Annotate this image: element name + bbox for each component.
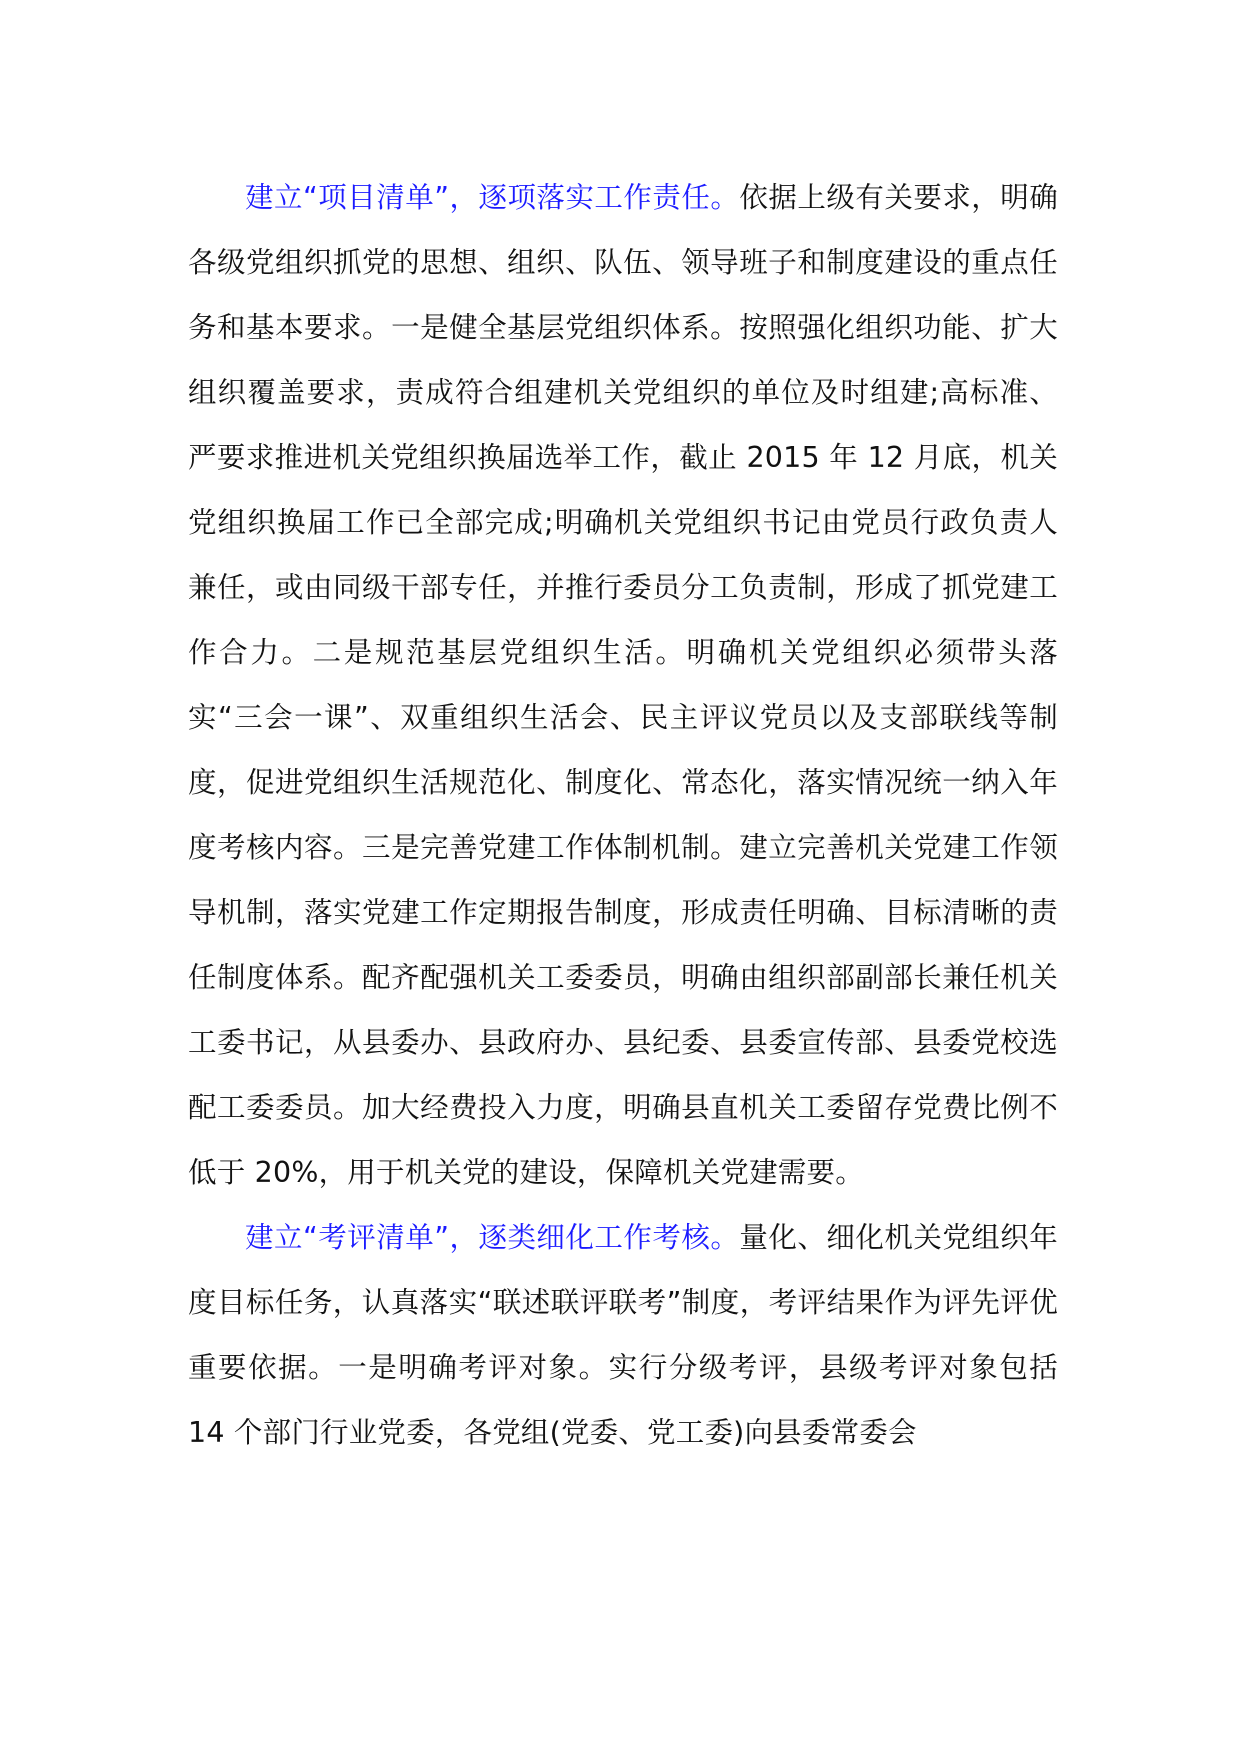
paragraph-body: 量化、细化机关党组织年度目标任务，认真落实“联述联评联考”制度，考评结果作为评先评优重要依据。一是明确考评对象。实行分级考评，县级考评对象包括 14 个部门行业党委，各党组(党委、党工委)向县委常委会 bbox=[188, 1221, 1058, 1449]
paragraph-project-list bbox=[188, 165, 1058, 1205]
paragraph-heading: 建立“项目清单”，逐项落实工作责任。 bbox=[245, 181, 740, 214]
document-page bbox=[188, 165, 1058, 1465]
paragraph-body: 依据上级有关要求，明确各级党组织抓党的思想、组织、队伍、领导班子和制度建设的重点任务和基本要求。一是健全基层党组织体系。按照强化组织功能、扩大组织覆盖要求，责成符合组建机关党组织的单位及时组建;高标准、严要求推进机关党组织换届选举工作，截止 2015 年 12 月底，机关党组织换届工作已全部完成;明确机关党组织书记由党员行政负责人兼任，或由同级干部专任，并推行委员分工负责制，形成了抓党建工作合力。二是规范基层党组织生活。明确机关党组织必须带头落实“三会一课”、双重组织生活会、民主评议党员以及支部联线等制度，促进党组织生活规范化、制度化、常态化，落实情况统一纳入年度考核内容。三是完善党建工作体制机制。建立完善机关党建工作领导机制，落实党建工作定期报告制度，形成责任明确、目标清晰的责任制度体系。配齐配强机关工委委员，明确由组织部副部长兼任机关工委书记，从县委办、县政府办、县纪委、县委宣传部、县委党校选配工委委员。加大经费投入力度，明确县直机关工委留存党费比例不低于 20%，用于机关党的建设，保障机关党建需要。 bbox=[188, 181, 1058, 1189]
paragraph-heading: 建立“考评清单”，逐类细化工作考核。 bbox=[245, 1221, 740, 1254]
paragraph-evaluation-list bbox=[188, 1205, 1058, 1465]
